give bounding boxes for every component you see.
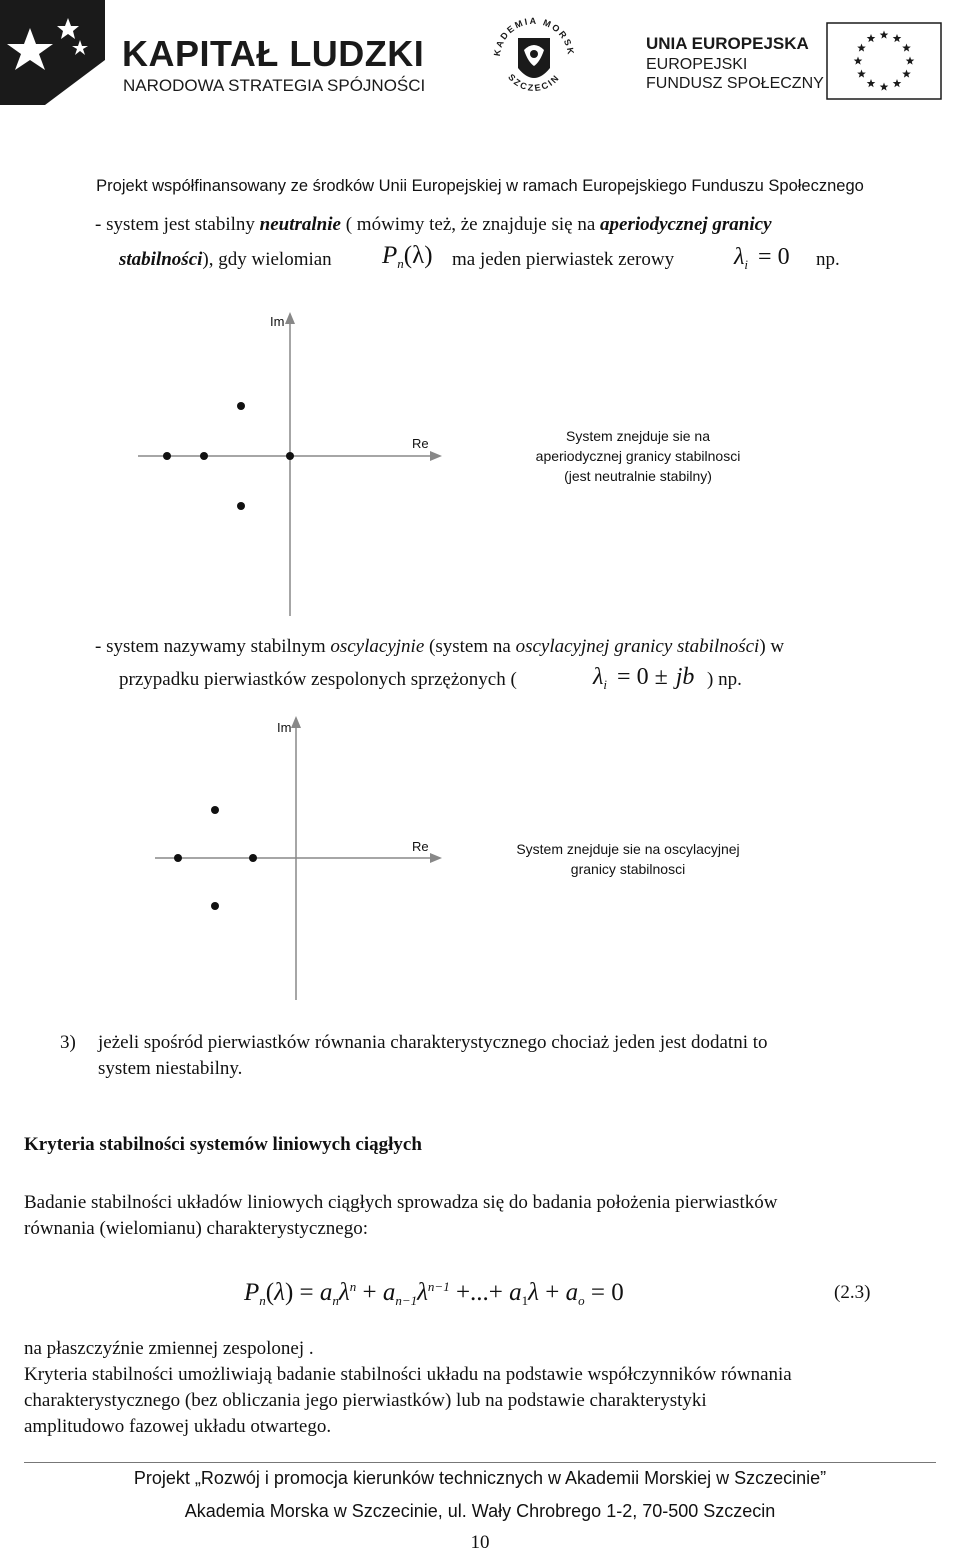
kl-subtitle: NARODOWA STRATEGIA SPÓJNOŚCI	[123, 76, 426, 95]
para1-lambda-eq: $\lambda_i = 0$	[734, 244, 790, 272]
pole-point	[211, 806, 219, 814]
diagram2-caption-line2: granicy stabilnosci	[570, 861, 686, 877]
item3-line2: system niestabilny.	[98, 1058, 243, 1079]
equation-number: (2.3)	[834, 1282, 871, 1303]
im-axis-arrow-icon	[291, 716, 301, 728]
section-body-line2: charakterystycznego (bez obliczania jego pierwiastków) lub na podstawie charakterystyki	[24, 1390, 707, 1411]
diagram1-caption-line3: (jest neutralnie stabilny)	[564, 468, 712, 484]
pole-diagram-neutral	[0, 300, 960, 620]
re-label: Re	[412, 839, 429, 854]
para1-polynomial: $P_n(\lambda)$	[382, 242, 433, 271]
para2-term-oscillatory: oscylacyjnie	[330, 636, 425, 657]
pole-point	[174, 854, 182, 862]
footer-divider	[24, 1462, 936, 1463]
para2-mid1: (system na	[424, 636, 516, 657]
footer-project: Projekt „Rozwój i promocja kierunków technicznych w Akademii Morskiej w Szczecinie”	[133, 1468, 827, 1488]
im-label: Im	[270, 314, 285, 329]
section-body-line1: Kryteria stabilności umożliwiają badanie stabilności układu na podstawie współczynników równania	[24, 1364, 792, 1385]
para2-lambda-eq: $\lambda_i = 0$ ± jb	[593, 664, 695, 692]
pole-point-zero	[286, 452, 294, 460]
diagram1-caption-line1: System znejduje sie na	[566, 428, 710, 444]
akademia-morska-seal	[488, 10, 580, 105]
para1-mid1: ( mówimy też, że znajduje się na	[340, 214, 601, 235]
para1-term-stability: stabilności	[119, 249, 203, 270]
pole-diagram-oscillatory	[0, 708, 960, 1008]
para2-line2: przypadku pierwiastków zespolonych sprzężonych (	[119, 669, 517, 690]
am-ring-bottom: SZCZECIN	[506, 72, 562, 94]
eu-flag-icon	[826, 22, 942, 102]
cofinance-line: Projekt współfinansowany ze środków Unii Europejskiej w ramach Europejskiego Funduszu Społecznego	[96, 177, 864, 195]
pole-point	[237, 402, 245, 410]
para1-term-aperiodic: aperiodycznej granicy	[600, 214, 772, 235]
im-label: Im	[277, 720, 292, 735]
re-label: Re	[412, 436, 429, 451]
pole-point	[200, 452, 208, 460]
im-axis-arrow-icon	[285, 312, 295, 324]
akademia-morska-seal-icon	[488, 10, 580, 105]
eu-line1: UNIA EUROPEJSKA	[646, 34, 809, 53]
pole-point	[237, 502, 245, 510]
kl-title: KAPITAŁ LUDZKI	[122, 33, 425, 74]
para1-tail: np.	[816, 249, 840, 270]
item3-line1: jeżeli spośród pierwiastków równania charakterystycznego chociaż jeden jest dodatni to	[98, 1032, 768, 1053]
footer-address: Akademia Morska w Szczecinie, ul. Wały Chrobrego 1-2, 70-500 Szczecin	[184, 1501, 776, 1521]
section-intro-line1: Badanie stabilności układów liniowych ciągłych sprowadza się do badania położenia pierwiastków	[24, 1192, 778, 1213]
am-ring-top: KADEMIA MORSK	[491, 15, 577, 57]
pole-point	[163, 452, 171, 460]
section-after-eq: na płaszczyźnie zmiennej zespolonej .	[24, 1338, 314, 1359]
section-intro-line2: równania (wielomianu) charakterystycznego:	[24, 1218, 368, 1239]
section-body-line3: amplitudowo fazowej układu otwartego.	[24, 1416, 332, 1437]
kapital-ludzki-emblem-icon	[0, 0, 110, 110]
kapital-ludzki-logo	[0, 0, 440, 110]
para2-term-oscillatory-boundary: oscylacyjnej granicy stabilności	[515, 636, 760, 657]
para2-prefix: - system nazywamy stabilnym	[95, 636, 331, 657]
para2-mid2: ) w	[759, 636, 785, 657]
para1-mid2: ), gdy wielomian	[202, 249, 332, 270]
eu-line2: EUROPEJSKI	[646, 56, 748, 73]
para2-tail: ) np.	[707, 669, 742, 690]
para1-mid3: ma jeden pierwiastek zerowy	[452, 249, 675, 270]
item3-number: 3)	[60, 1032, 76, 1053]
para1-term-neutral: neutralnie	[259, 214, 341, 235]
characteristic-equation: $P_n(\lambda) = a_n\lambda^n + a_{n-1}\lambda^{n-1}$ +...+ $a_1\lambda + a_o = 0$	[244, 1279, 624, 1308]
para1-line1	[95, 212, 772, 238]
page-number: 10	[470, 1532, 490, 1553]
section-heading: Kryteria stabilności systemów liniowych ciągłych	[24, 1134, 422, 1155]
diagram2-caption-line1: System znejduje sie na oscylacyjnej	[516, 841, 740, 857]
re-axis-arrow-icon	[430, 451, 442, 461]
re-axis-arrow-icon	[430, 853, 442, 863]
eu-logo	[640, 28, 950, 108]
para1-prefix: - system jest stabilny	[95, 214, 260, 235]
para1-line2	[119, 247, 332, 273]
pole-point	[249, 854, 257, 862]
pole-point	[211, 902, 219, 910]
eu-line3: FUNDUSZ SPOŁECZNY	[646, 75, 824, 92]
diagram1-caption-line2: aperiodycznej granicy stabilnosci	[535, 448, 741, 464]
para2-line1	[95, 634, 784, 660]
